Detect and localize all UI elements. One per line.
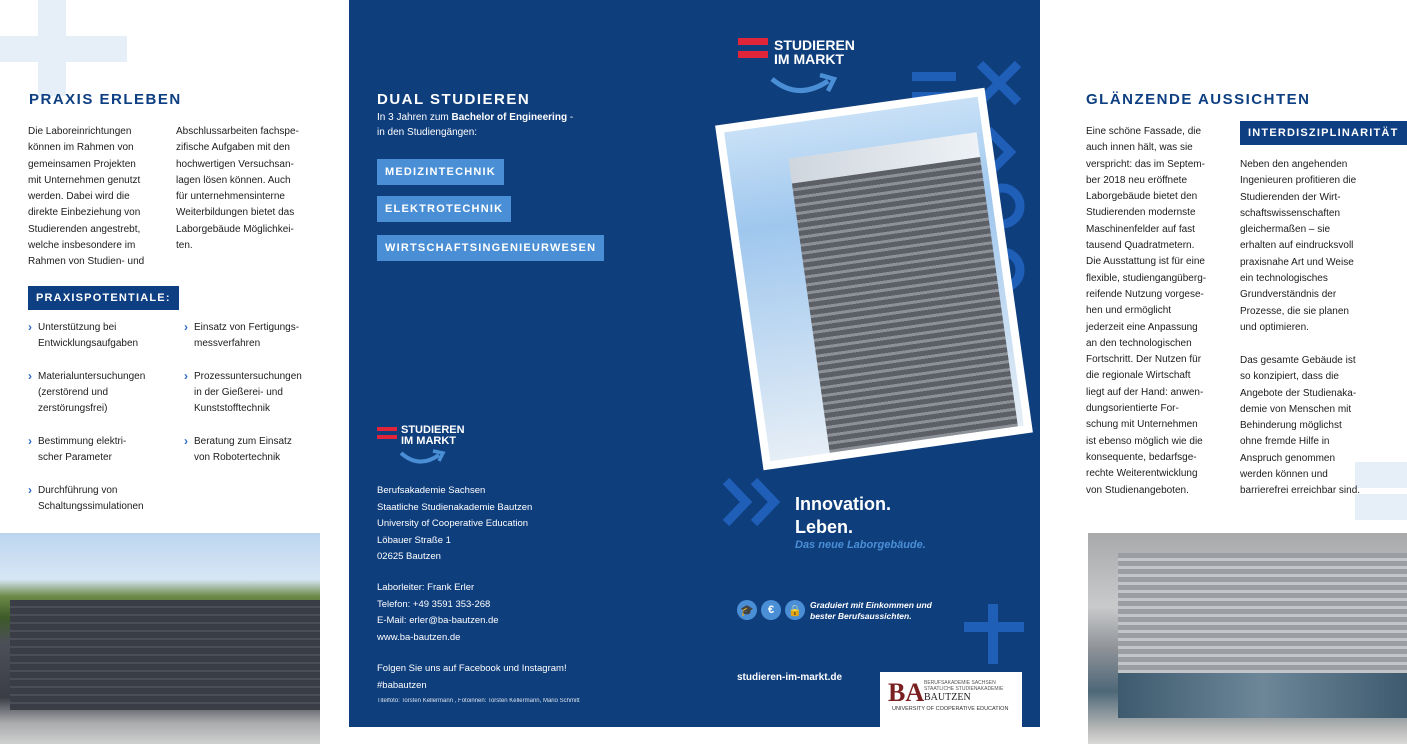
text-line: zifische Aufgaben mit den <box>176 142 290 154</box>
text-line: Bestimmung elektri- <box>38 436 127 447</box>
text-line: Laborgebäude Möglichkei- <box>176 223 294 235</box>
studieren-im-markt-logo-small <box>377 425 477 471</box>
ba-logo-mark: BA <box>888 678 925 707</box>
text-line: Neben den angehenden <box>1240 159 1348 170</box>
text-line: flexible, studiengangüberg- <box>1086 272 1207 284</box>
building-glass-front <box>1118 673 1407 718</box>
text-line: Die Ausstattung ist für eine <box>1086 256 1205 268</box>
text-line: mit Unternehmen genutzt <box>28 174 141 186</box>
address-line: Löbauer Straße 1 <box>377 534 451 546</box>
lab-building-facade <box>10 600 320 710</box>
list-item <box>28 369 178 417</box>
text-line: für unternehmensinterne <box>176 191 285 203</box>
text-line: in der Gießerei- und <box>194 387 283 398</box>
ba-logo-line: UNIVERSITY OF COOPERATIVE EDUCATION <box>892 706 1009 712</box>
text-line: Ingenieuren profitieren die <box>1240 175 1357 187</box>
praxis-text-col2 <box>176 124 320 254</box>
dual-study-heading: DUAL STUDIEREN <box>377 91 531 108</box>
curved-arrow-icon <box>399 449 447 469</box>
text-line: demie von Menschen mit <box>1240 403 1352 415</box>
text-line: von Studienangeboten. <box>1086 484 1189 496</box>
text-line: messverfahren <box>194 338 261 349</box>
text-line: verspricht: das im Septem- <box>1086 158 1205 170</box>
euro-icon: € <box>761 600 781 620</box>
praxis-heading: PRAXIS ERLEBEN <box>29 91 182 108</box>
text-line: Fortschritt. Der Nutzen für <box>1086 354 1202 366</box>
cover-subtitle: Das neue Laborgebäude. <box>795 539 926 551</box>
chevron-right-icon: › <box>184 434 188 448</box>
text-line: zerstörungsfrei) <box>38 403 108 414</box>
text-line: lagen lösen können. Auch <box>176 174 291 186</box>
list-item <box>28 320 178 352</box>
text-line: die regionale Wirtschaft <box>1086 370 1191 382</box>
plus-decoration-vertical <box>988 604 998 664</box>
aussichten-text-col1 <box>1086 124 1226 499</box>
text-line: jederzeit eine Anpassung <box>1086 321 1198 333</box>
text-line: so konzipiert, dass die <box>1240 371 1339 383</box>
social-text: Folgen Sie uns auf Facebook und Instagram! <box>377 663 567 674</box>
course-wirtschaftsingenieurwesen[interactable]: WIRTSCHAFTSINGENIEURWESEN <box>377 235 604 261</box>
text-line: Prozesse, die sie planen <box>1240 305 1349 317</box>
address-line: Staatliche Studienakademie Bautzen <box>377 501 533 513</box>
address-line: University of Cooperative Education <box>377 518 529 529</box>
cover-title <box>795 493 891 539</box>
bullet-list-left <box>28 320 178 515</box>
text-line: Abschlussarbeiten fachspe- <box>176 126 299 137</box>
graduation-cap-icon: 🎓 <box>737 600 757 620</box>
ba-logo-text <box>924 680 1003 703</box>
chevron-right-icon: › <box>28 320 32 334</box>
lock-icon: 🔒 <box>785 600 805 620</box>
ba-logo-line: BERUFSAKADEMIE SACHSEN <box>924 680 996 686</box>
text-line: ist ebenso möglich wie die <box>1086 435 1203 447</box>
interdisziplinaritaet-label: INTERDISZIPLINARITÄT <box>1240 121 1407 145</box>
ba-bautzen-logo <box>880 672 1022 727</box>
benefit-text <box>810 600 932 621</box>
text-line: praxisnahe Art und Weise <box>1240 256 1354 268</box>
list-item <box>184 369 320 417</box>
building-facade <box>1118 553 1407 673</box>
text-line: Prozessuntersuchungen <box>194 371 302 382</box>
logo-text: IM MARKT <box>401 435 456 447</box>
text-line: barrierefrei erreichbar sind. <box>1240 485 1361 497</box>
double-chevron-icon <box>720 475 788 529</box>
text-line: Eine schöne Fassade, die <box>1086 126 1202 137</box>
list-item <box>28 483 178 515</box>
intro-text: In 3 Jahren zum <box>377 112 452 123</box>
text-line: hochwertigen Versuchsan- <box>176 158 294 170</box>
intro-line <box>377 110 573 125</box>
title-line: Innovation. <box>795 494 891 514</box>
text-line: Studierenden modernste <box>1086 207 1196 219</box>
text-line: welche insbesondere im <box>28 240 136 252</box>
text-line: liegt auf der Hand: anwen- <box>1086 386 1204 398</box>
text-line: von Robotertechnik <box>194 452 281 463</box>
text-line: und optimieren. <box>1240 321 1309 333</box>
aussichten-text-col2a <box>1240 157 1390 336</box>
text-line: ber 2018 neu eröffnete <box>1086 174 1188 186</box>
logo-text: STUDIEREN <box>774 37 855 53</box>
text-line: Studierenden angestrebt, <box>28 223 141 235</box>
text-line: ein technologisches <box>1240 273 1328 285</box>
ba-logo-city: BAUTZEN <box>924 692 971 703</box>
list-item <box>28 434 178 466</box>
curved-arrow-icon <box>770 73 840 101</box>
address-line: Berufsakademie Sachsen <box>377 485 486 496</box>
text-line: Anspruch genommen <box>1240 452 1336 464</box>
chevron-right-icon: › <box>184 369 188 383</box>
contact-block <box>377 580 499 646</box>
text-line: schaftswissenschaften <box>1240 207 1341 219</box>
text-line: Die Laboreinrichtungen <box>28 126 132 137</box>
course-elektrotechnik[interactable]: ELEKTROTECHNIK <box>377 196 511 222</box>
text-line: Behinderung möglichst <box>1240 420 1342 432</box>
text-line: Schaltungssimulationen <box>38 501 144 512</box>
aussichten-text-col2b <box>1240 353 1400 500</box>
text-line: auch innen hält, was sie <box>1086 142 1193 154</box>
lab-building-photo-right <box>1088 533 1407 744</box>
list-item <box>184 320 320 352</box>
benefit-icons <box>737 600 805 620</box>
plus-decoration-vertical <box>38 0 66 96</box>
text-line: erhalten auf eindrucksvoll <box>1240 240 1354 252</box>
title-line: Leben. <box>795 517 854 537</box>
text-line: werden. Dabei wird die <box>28 191 130 203</box>
social-hashtag[interactable]: #babautzen <box>377 679 427 691</box>
text-line: reifende Nutzung vorgese- <box>1086 288 1204 300</box>
chevron-right-icon: › <box>184 320 188 334</box>
text-line: Angebote der Studienaka- <box>1240 387 1357 399</box>
logo-text: IM MARKT <box>774 51 844 67</box>
text-line: Das gesamte Gebäude ist <box>1240 355 1356 366</box>
text-line: ohne fremde Hilfe in <box>1240 436 1330 448</box>
praxis-text-col1 <box>28 124 173 271</box>
social-block <box>377 661 567 694</box>
text-line: ten. <box>176 240 193 252</box>
text-line: konsequente, bedarfsge- <box>1086 451 1197 463</box>
photo-credits: Titelfoto: Torsten Kellermann , Fotoinnen: Torsten Kellermann, Mario Schmitt <box>377 698 580 704</box>
bullet-list-right <box>184 320 320 466</box>
photo-area <box>724 97 1024 461</box>
lab-building-cover-photo <box>715 88 1033 470</box>
text-line: an den technologischen <box>1086 337 1192 349</box>
contact-name: Laborleiter: Frank Erler <box>377 582 475 593</box>
text-line: Laborgebäude bietet den <box>1086 191 1198 203</box>
address-line: 02625 Bautzen <box>377 551 441 562</box>
text-line: Entwicklungsaufgaben <box>38 338 139 349</box>
text-line: gemeinsamen Projekten <box>28 158 136 170</box>
text-line: Studierenden der Wirt- <box>1240 191 1341 203</box>
ba-logo-line: STAATLICHE STUDIENAKADEMIE <box>924 686 1004 692</box>
logo-bar <box>377 427 397 431</box>
dual-study-panel <box>349 0 690 727</box>
tower-louvres <box>792 157 1018 453</box>
intro-line: in den Studiengängen: <box>377 127 478 138</box>
text-line: scher Parameter <box>38 452 112 463</box>
intro-text-suffix: - <box>567 112 574 123</box>
logo-text: STUDIEREN <box>401 424 465 436</box>
text-line: Rahmen von Studien- und <box>28 256 145 268</box>
text-line: gleichermaßen – sie <box>1240 224 1331 236</box>
text-line: werden können und <box>1240 469 1328 481</box>
text-line: Beratung zum Einsatz <box>194 436 292 447</box>
text-line: rechte Weiterentwicklung <box>1086 468 1198 480</box>
text-line: dungsorientierte For- <box>1086 403 1179 415</box>
logo-bar <box>738 51 768 58</box>
list-item <box>184 434 320 466</box>
contact-website[interactable]: www.ba-bautzen.de <box>377 631 461 643</box>
text-line: tausend Quadratmetern. <box>1086 240 1195 252</box>
text-line: schung mit Unternehmen <box>1086 419 1198 431</box>
intro-bold-text: Bachelor of Engineering <box>451 112 568 123</box>
website-link[interactable]: studieren-im-markt.de <box>737 672 843 683</box>
text-line: Weiterbildungen bietet das <box>176 207 295 219</box>
logo-bar <box>377 435 397 439</box>
chevron-right-icon: › <box>28 483 32 497</box>
text-line: Maschinenfelder auf fast <box>1086 223 1195 235</box>
chevron-right-icon: › <box>28 434 32 448</box>
praxispotentiale-label: PRAXISPOTENTIALE: <box>28 286 179 310</box>
studieren-im-markt-logo <box>738 35 868 105</box>
text-line: Einsatz von Fertigungs- <box>194 322 300 333</box>
chevron-right-icon: › <box>28 369 32 383</box>
text-line: direkte Einbeziehung von <box>28 207 141 219</box>
course-medizintechnik[interactable]: MEDIZINTECHNIK <box>377 159 504 185</box>
aussichten-heading: GLÄNZENDE AUSSICHTEN <box>1086 91 1311 108</box>
benefit-line: bester Berufsaussichten. <box>810 610 912 621</box>
text-line: Grundverständnis der <box>1240 289 1337 301</box>
address-block <box>377 483 532 566</box>
text-line: können im Rahmen von <box>28 142 134 154</box>
contact-phone: Telefon: +49 3591 353-268 <box>377 598 491 610</box>
text-line: hen und ermöglicht <box>1086 305 1172 317</box>
dual-study-intro <box>377 110 573 140</box>
text-line: Durchführung von <box>38 485 118 496</box>
text-line: (zerstörend und <box>38 387 109 398</box>
text-line: Unterstützung bei <box>38 322 117 333</box>
contact-email[interactable]: E-Mail: erler@ba-bautzen.de <box>377 615 499 626</box>
text-line: Kunststofftechnik <box>194 403 270 414</box>
text-line: Materialuntersuchungen <box>38 371 146 382</box>
benefit-line: Graduiert mit Einkommen und <box>810 600 932 610</box>
logo-bar <box>738 38 768 45</box>
